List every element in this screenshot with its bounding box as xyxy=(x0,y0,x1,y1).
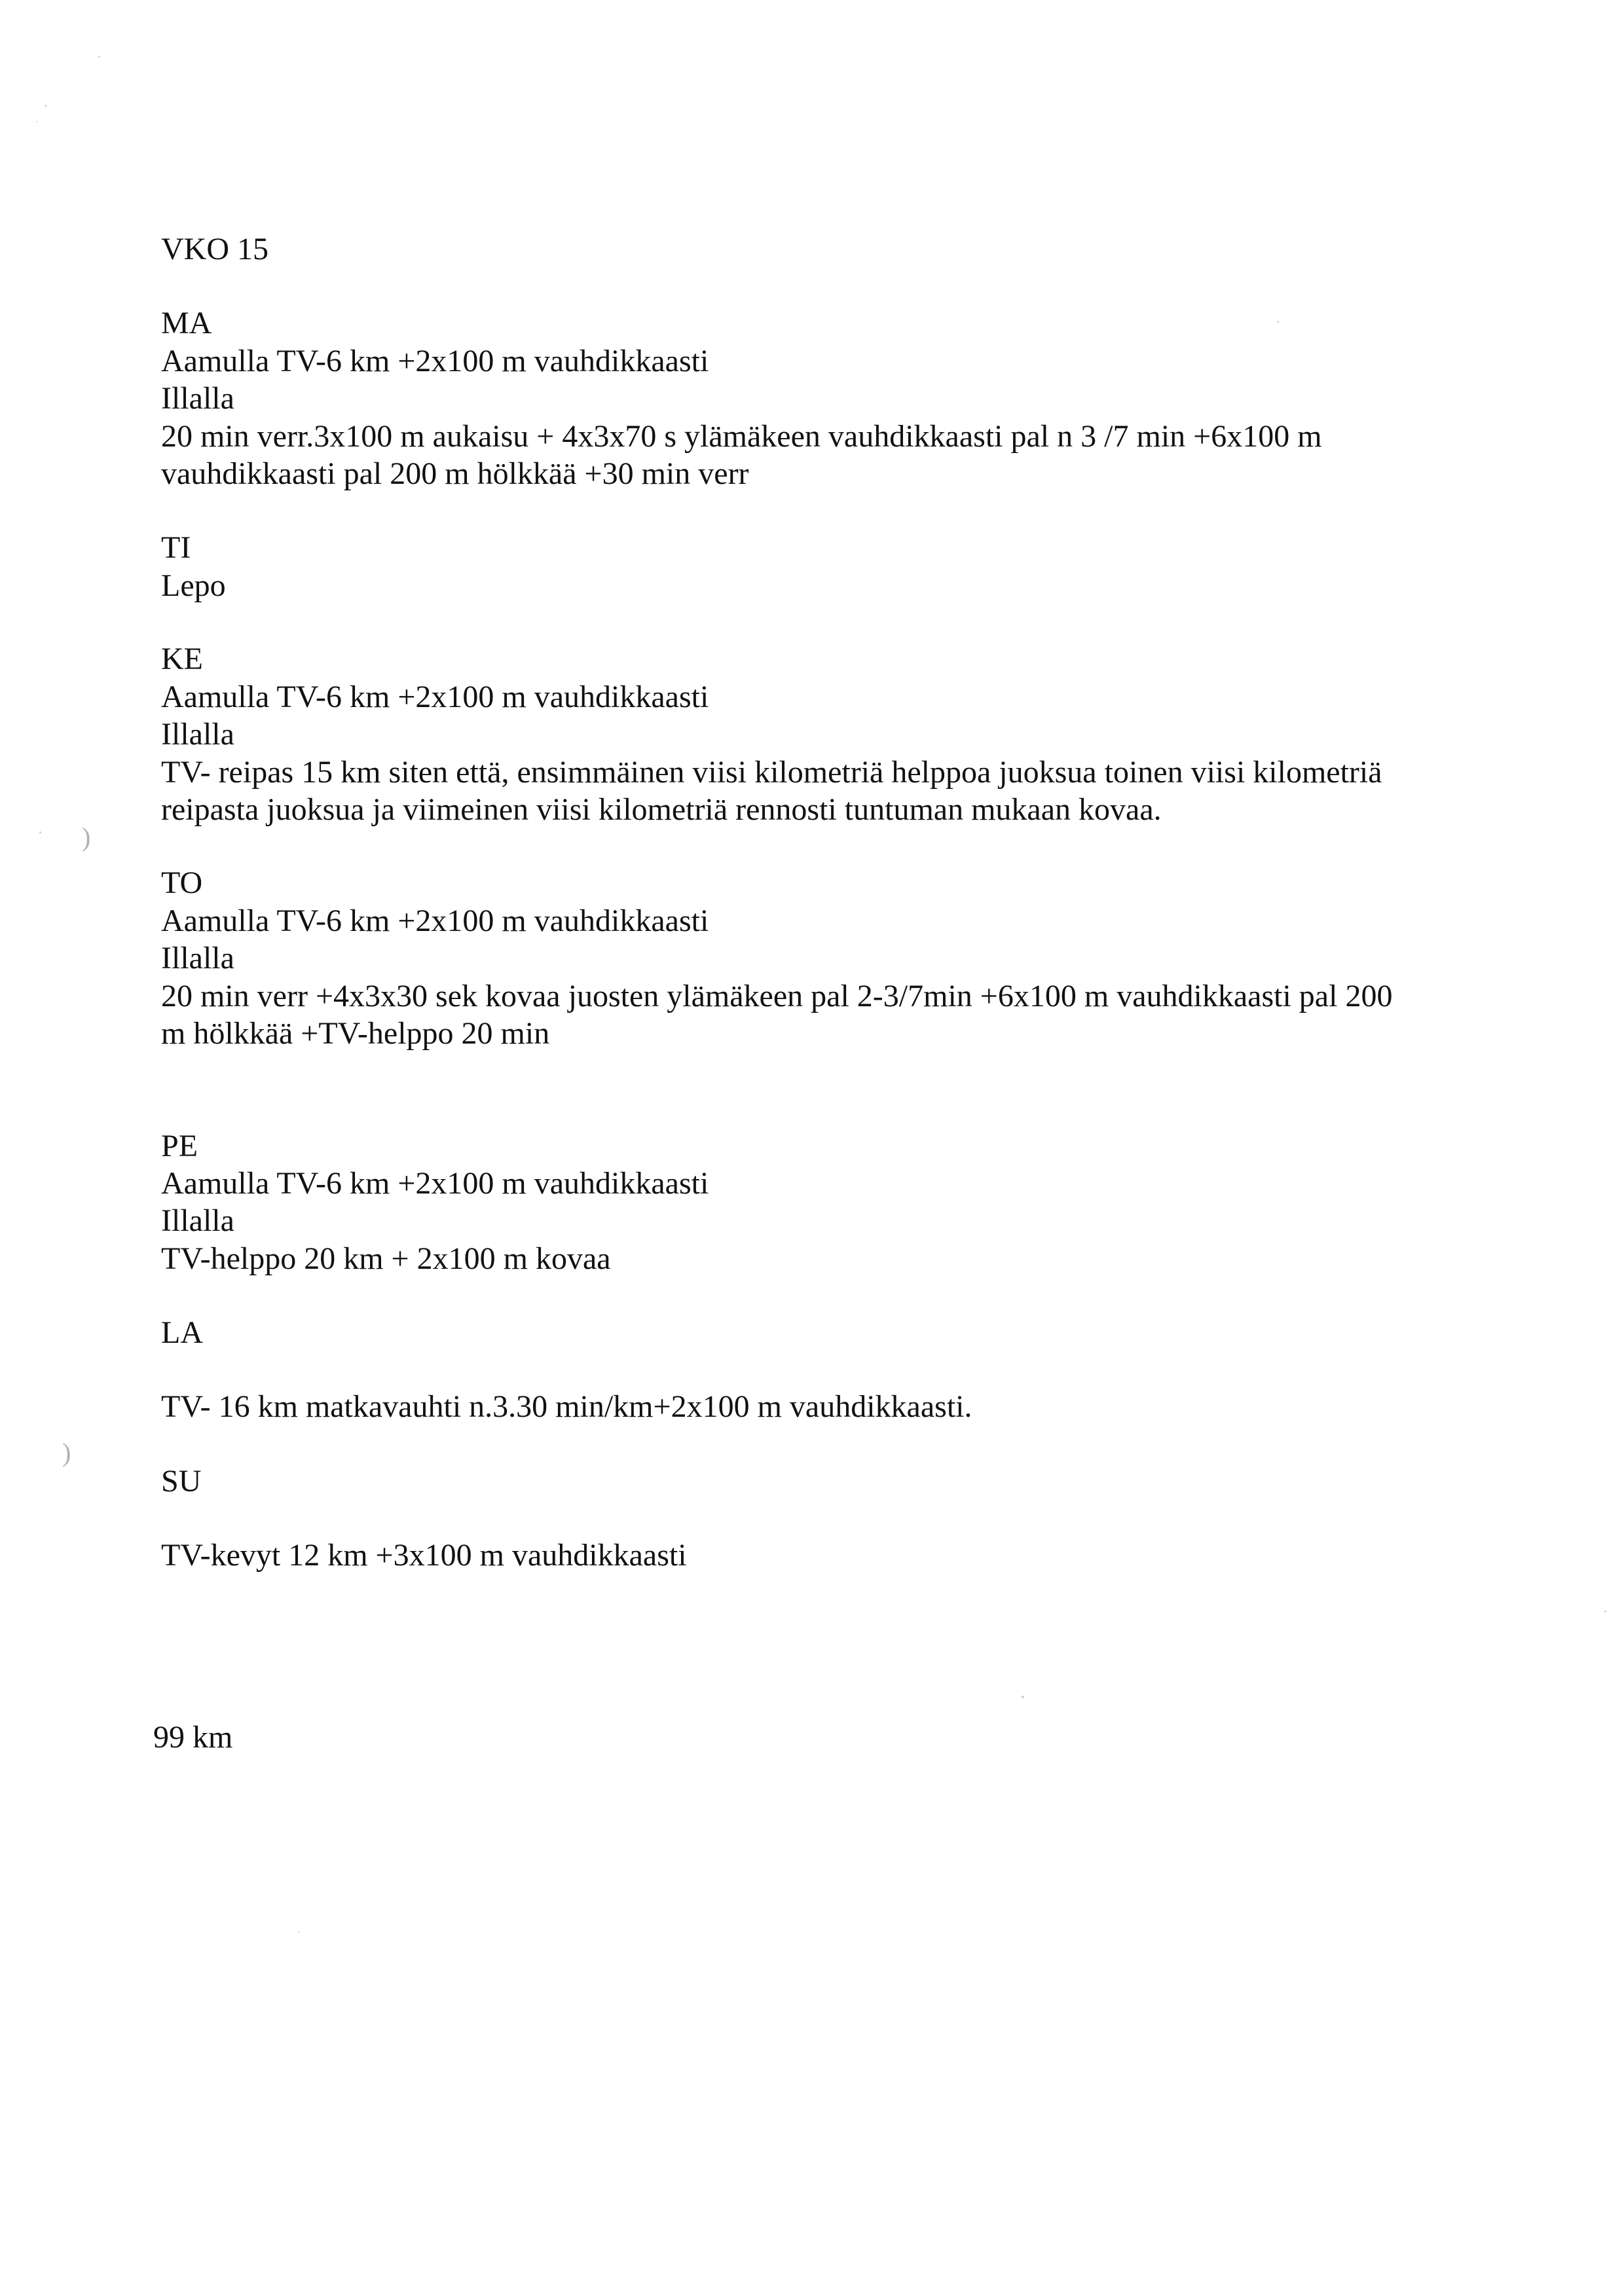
day-label-la: LA xyxy=(161,1315,203,1350)
su-text: TV-kevyt 12 km +3x100 m vauhdikkaasti xyxy=(161,1538,687,1573)
day-label-ti: TI xyxy=(161,530,191,565)
scan-speck xyxy=(298,1931,299,1933)
scan-speck xyxy=(36,121,37,122)
ti-text: Lepo xyxy=(161,568,226,603)
ma-evening-line-2: vauhdikkaasti pal 200 m hölkkää +30 min verr xyxy=(161,456,749,491)
to-evening-label: Illalla xyxy=(161,941,234,975)
scan-speck xyxy=(1604,1611,1606,1613)
scan-speck xyxy=(39,831,41,833)
scan-mark: ) xyxy=(82,822,91,852)
ke-evening-line-2: reipasta juoksua ja viimeinen viisi kilometriä rennosti tuntuman mukaan kovaa. xyxy=(161,792,1162,827)
pe-evening-line-1: TV-helppo 20 km + 2x100 m kovaa xyxy=(161,1241,611,1276)
ke-evening-label: Illalla xyxy=(161,717,234,752)
day-label-ke: KE xyxy=(161,642,203,676)
to-evening-line-1: 20 min verr +4x3x30 sek kovaa juosten ylämäkeen pal 2-3/7min +6x100 m vauhdikkaasti pal 200 xyxy=(161,979,1393,1013)
day-label-su: SU xyxy=(161,1464,202,1499)
ma-evening-line-1: 20 min verr.3x100 m aukaisu + 4x3x70 s ylämäkeen vauhdikkaasti pal n 3 /7 min +6x100 m xyxy=(161,419,1322,454)
scan-mark: ) xyxy=(62,1438,71,1467)
day-label-to: TO xyxy=(161,866,203,900)
week-heading: VKO 15 xyxy=(161,232,268,266)
day-label-ma: MA xyxy=(161,306,212,340)
la-text: TV- 16 km matkavauhti n.3.30 min/km+2x100 m vauhdikkaasti. xyxy=(161,1389,972,1424)
weekly-total: 99 km xyxy=(153,1720,233,1755)
ke-evening-line-1: TV- reipas 15 km siten että, ensimmäinen viisi kilometriä helppoa juoksua toinen viisi kilometriä xyxy=(161,755,1382,790)
day-label-pe: PE xyxy=(161,1129,198,1163)
to-morning: Aamulla TV-6 km +2x100 m vauhdikkaasti xyxy=(161,903,709,938)
scan-speck xyxy=(98,56,100,58)
scan-speck xyxy=(45,105,46,107)
ke-morning: Aamulla TV-6 km +2x100 m vauhdikkaasti xyxy=(161,680,709,714)
scan-speck xyxy=(1022,1696,1024,1698)
ma-morning: Aamulla TV-6 km +2x100 m vauhdikkaasti xyxy=(161,344,709,378)
pe-evening-label: Illalla xyxy=(161,1203,234,1238)
to-evening-line-2: m hölkkää +TV-helppo 20 min xyxy=(161,1016,550,1051)
pe-morning: Aamulla TV-6 km +2x100 m vauhdikkaasti xyxy=(161,1166,709,1201)
ma-evening-label: Illalla xyxy=(161,381,234,416)
scan-speck xyxy=(1277,321,1279,323)
